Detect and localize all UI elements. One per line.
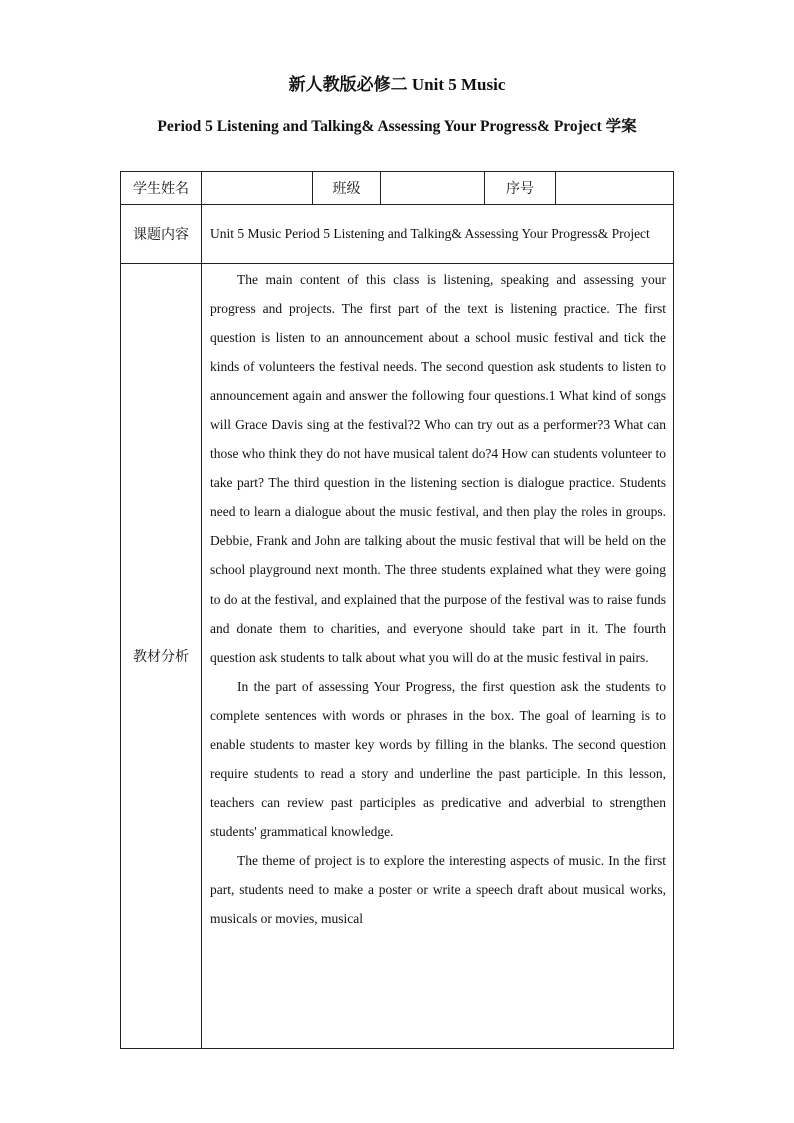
analysis-paragraph: The main content of this class is listening, speaking and assessing your progress and projects. The first part of the text is listening practice. The first question is listen to an announcement about a school music festival and tick the kinds of volunteers the festival needs. The second question ask students to listen to announcement again and answer the following four questions.1 What kind of songs will Grace Davis sing at the festival?2 Who can try out as a performer?3 What can those who think they do not have musical talent do?4 How can students volunteer to take part? The third question in the listening section is dialogue practice. Students need to learn a dialogue about the music festival, and then play the roles in groups. Debbie, Frank and John are talking about the music festival that will be held on the school playground next month. The three students explained what they were going to do at the festival, and explained that the purpose of the festival was to raise funds and donate them to charities, and everyone should take part in it. The fourth question ask students to talk about what you will do at the music festival in pairs. (210, 272, 666, 665)
analysis-paragraph: The theme of project is to explore the interesting aspects of music. In the first part, students need to make a poster or write a speech draft about musical works, musicals or movies, musical (210, 852, 666, 927)
document-subtitle: Period 5 Listening and Talking& Assessing Your Progress& Project 学案 (157, 118, 637, 135)
analysis-paragraph: In the part of assessing Your Progress, the first question ask the students to complete sentences with words or phrases in the box. The goal of learning is to enable students to master key words by filling in the blanks. The second question require students to read a story and underline the past participle. In this lesson, teachers can review past participles as predicative and adverbial to strengthen students' grammatical knowledge. (210, 678, 666, 839)
topic-row (121, 205, 674, 264)
student-info-row (121, 172, 674, 205)
analysis-content (202, 264, 674, 1049)
student-name-field[interactable] (202, 172, 313, 205)
class-field[interactable] (381, 172, 485, 205)
document-title: 新人教版必修二 Unit 5 Music (288, 75, 506, 94)
seat-number-label: 序号 (485, 172, 556, 205)
analysis-label: 教材分析 (121, 264, 202, 1049)
analysis-row (121, 264, 674, 1049)
class-label: 班级 (313, 172, 381, 205)
seat-number-field[interactable] (556, 172, 674, 205)
topic-content: Unit 5 Music Period 5 Listening and Talking& Assessing Your Progress& Project (202, 205, 674, 264)
lesson-plan-table (120, 171, 674, 1049)
student-name-label: 学生姓名 (121, 172, 202, 205)
topic-label: 课题内容 (121, 205, 202, 264)
